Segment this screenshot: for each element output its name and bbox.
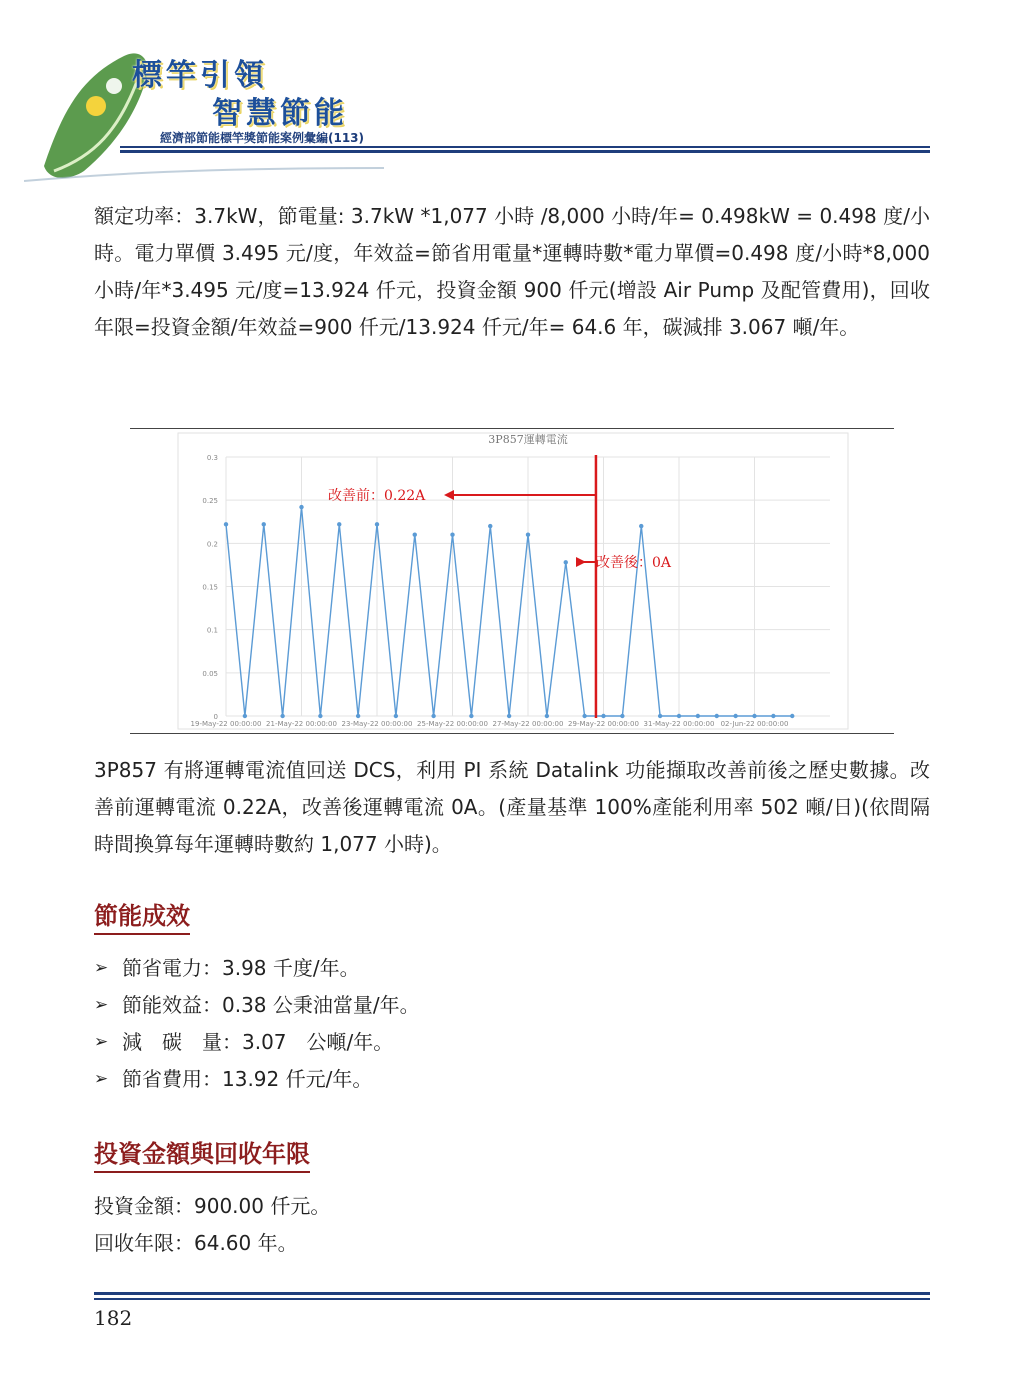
data-point <box>318 714 322 718</box>
list-item-text: 節省電力：3.98 千度/年。 <box>122 956 360 980</box>
data-point <box>375 522 379 526</box>
payback-period: 回收年限：64.60 年。 <box>94 1231 298 1255</box>
investment-amount: 投資金額：900.00 仟元。 <box>94 1194 331 1218</box>
list-item-text: 節能效益：0.38 公秉油當量/年。 <box>122 993 420 1017</box>
before-label: 改善前：0.22A <box>328 488 426 504</box>
list-item <box>94 1061 420 1098</box>
data-point <box>413 533 417 537</box>
chart-svg <box>130 429 894 733</box>
arrow-bullet-icon: ➢ <box>94 1032 109 1052</box>
x-tick-label: 02-Jun-22 00:00:00 <box>720 720 789 728</box>
paragraph-calculation: 額定功率：3.7kW，節電量: 3.7kW *1,077 小時 /8,000 小時/年= 0.498kW = 0.498 度/小時。電力單價 3.495 元/度，年效益=節省用電量*運轉時數*電力單價=0.498 度/小時*8,000 小時/年*3.495 元/度=13.924 仟元，投資金額 900 仟元(增設 Air Pump 及配管費用)，回收年限=投資金額/年效益=900 仟元/13.924 仟元/年= 64.6 年，碳減排 3.067 噸/年。 <box>94 204 930 339</box>
after-arrow-head-icon <box>576 557 586 567</box>
series-line <box>226 507 792 716</box>
x-tick-label: 21-May-22 00:00:00 <box>266 720 337 728</box>
y-tick-label: 0.2 <box>206 540 218 549</box>
data-point <box>733 714 737 718</box>
x-tick-label: 29-May-22 00:00:00 <box>568 720 639 728</box>
data-point <box>696 714 700 718</box>
y-tick-labels <box>202 454 218 721</box>
header-rule <box>120 146 930 153</box>
header-logo <box>24 36 384 186</box>
data-point <box>356 714 360 718</box>
section-heading-savings: 節能成效 <box>94 896 190 935</box>
before-arrow-head-icon <box>444 490 454 500</box>
data-point <box>243 714 247 718</box>
logo-title-line2: 智慧節能 <box>212 96 348 131</box>
data-point <box>601 714 605 718</box>
data-point <box>639 524 643 528</box>
x-tick-label: 27-May-22 00:00:00 <box>492 720 564 728</box>
y-tick-label: 0.1 <box>206 626 218 635</box>
list-item-text: 減 碳 量：3.07 公噸/年。 <box>122 1030 394 1054</box>
paragraph-dcs: 3P857 有將運轉電流值回送 DCS，利用 PI 系統 Datalink 功能擷取改善前後之歷史數據。改善前運轉電流 0.22A，改善後運轉電流 0A。(產量基準 100%產能利用率 502 噸/日)(依間隔時間換算每年運轉時數約 1,077 小時)。 <box>94 758 930 856</box>
data-point <box>658 714 662 718</box>
data-point <box>677 714 681 718</box>
data-point <box>715 714 719 718</box>
data-point <box>790 714 794 718</box>
data-points <box>224 505 795 718</box>
data-point <box>469 714 473 718</box>
x-tick-label: 23-May-22 00:00:00 <box>341 720 413 728</box>
x-tick-label: 31-May-22 00:00:00 <box>643 720 715 728</box>
logo-title-line1: 標竿引領 <box>132 58 268 93</box>
data-point <box>394 714 398 718</box>
list-item <box>94 950 420 987</box>
data-point <box>280 714 284 718</box>
data-point <box>431 714 435 718</box>
y-tick-label: 0.05 <box>202 669 218 678</box>
data-point <box>224 522 228 526</box>
arrow-bullet-icon: ➢ <box>94 958 109 978</box>
arrow-bullet-icon: ➢ <box>94 1069 109 1089</box>
data-point <box>620 714 624 718</box>
data-point <box>526 533 530 537</box>
y-tick-label: 0.15 <box>202 583 218 592</box>
data-point <box>507 714 511 718</box>
y-tick-label: 0.25 <box>202 497 218 506</box>
data-point <box>262 522 266 526</box>
current-chart <box>130 428 894 734</box>
data-point <box>752 714 756 718</box>
data-point <box>299 505 303 509</box>
list-item <box>94 987 420 1024</box>
list-item-text: 節省費用：13.92 仟元/年。 <box>122 1067 373 1091</box>
y-tick-label: 0 <box>213 713 218 721</box>
data-point <box>450 533 454 537</box>
arrow-bullet-icon: ➢ <box>94 995 109 1015</box>
data-point <box>488 524 492 528</box>
x-tick-labels <box>191 720 789 728</box>
data-point <box>545 714 549 718</box>
page-number: 182 <box>94 1306 133 1330</box>
list-item <box>94 1024 420 1061</box>
data-point <box>771 714 775 718</box>
header-subtitle: 經濟部節能標竿獎節能案例彙編(113) <box>160 131 365 145</box>
y-tick-label: 0.3 <box>206 454 218 462</box>
section-heading-investment: 投資金額與回收年限 <box>94 1134 310 1173</box>
x-tick-label: 25-May-22 00:00:00 <box>417 720 488 728</box>
data-point <box>582 714 586 718</box>
chart-title: 3P857運轉電流 <box>488 433 568 446</box>
savings-list <box>94 950 420 1098</box>
footer-rule <box>94 1292 930 1300</box>
after-label: 改善後：0A <box>596 555 672 571</box>
x-tick-label: 19-May-22 00:00:00 <box>190 720 262 728</box>
data-point <box>564 560 568 564</box>
data-point <box>337 522 341 526</box>
